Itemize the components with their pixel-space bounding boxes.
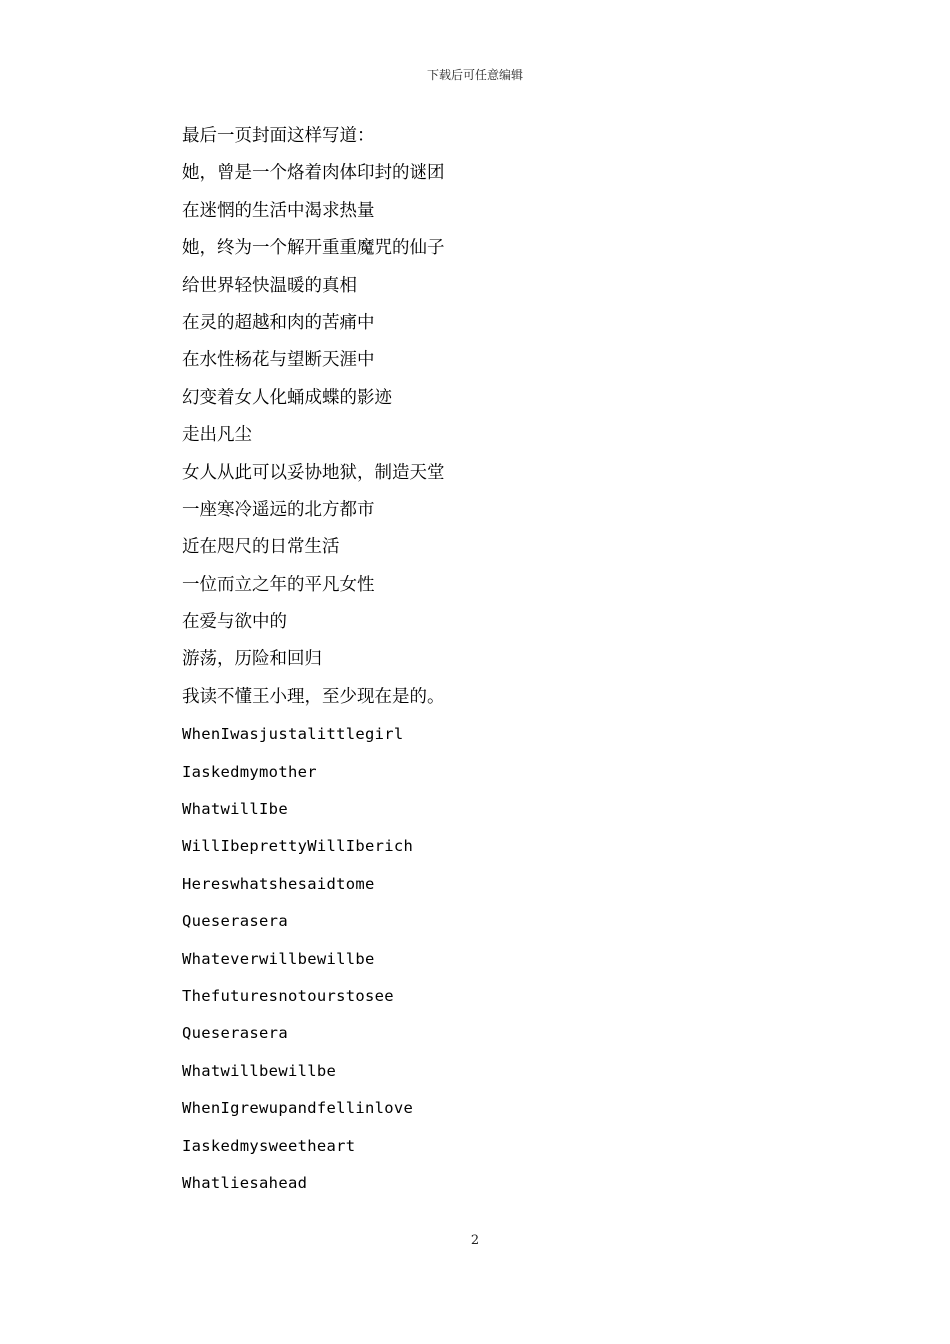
text-line: 游荡，历险和回归 bbox=[182, 649, 322, 670]
text-line: 一座寒冷遥远的北方都市 bbox=[182, 499, 375, 520]
text-line: 给世界轻快温暖的真相 bbox=[182, 275, 357, 296]
text-line: 在爱与欲中的 bbox=[182, 612, 287, 633]
page-number: 2 bbox=[470, 1233, 480, 1248]
text-line: 幻变着女人化蛹成蝶的影迹 bbox=[182, 387, 392, 408]
text-line: 走出凡尘 bbox=[182, 425, 252, 446]
text-line: 在水性杨花与望断天涯中 bbox=[182, 350, 375, 371]
lyric-line: Whatliesahead bbox=[182, 1173, 308, 1192]
text-line: 近在咫尺的日常生活 bbox=[182, 537, 340, 558]
text-line: 我读不懂王小理，至少现在是的。 bbox=[182, 686, 445, 707]
text-line: 最后一页封面这样写道： bbox=[182, 126, 375, 146]
lyric-line: Queserasera bbox=[182, 1024, 288, 1043]
text-line: 一位而立之年的平凡女性 bbox=[182, 574, 375, 595]
lyric-line: Hereswhatshesaidtome bbox=[182, 874, 375, 893]
text-line: 她，曾是一个烙着肉体印封的谜团 bbox=[182, 163, 445, 184]
text-line: 在迷惘的生活中渴求热量 bbox=[182, 200, 375, 221]
lyric-line: Queserasera bbox=[182, 912, 288, 931]
text-line: 女人从此可以妥协地狱，制造天堂 bbox=[182, 462, 445, 483]
lyric-line: Whateverwillbewillbe bbox=[182, 949, 375, 968]
body-text bbox=[182, 118, 782, 1202]
lyric-line: Whatwillbewillbe bbox=[182, 1061, 337, 1080]
lyric-line: Thefuturesnotourstosee bbox=[182, 986, 394, 1005]
text-line: 在灵的超越和肉的苦痛中 bbox=[182, 312, 375, 333]
lyric-line: Iaskedmymother bbox=[182, 762, 317, 781]
lyric-line: WhenIwasjustalittlegirl bbox=[182, 725, 404, 744]
lyric-line: Iaskedmysweetheart bbox=[182, 1136, 356, 1155]
text-line: 她，终为一个解开重重魔咒的仙子 bbox=[182, 238, 445, 259]
page-header: 下载后可任意编辑 bbox=[426, 68, 523, 82]
lyric-line: WillIbeprettyWillIberich bbox=[182, 837, 414, 856]
lyric-line: WhatwillIbe bbox=[182, 800, 288, 819]
lyric-line: WhenIgrewupandfellinlove bbox=[182, 1099, 414, 1118]
